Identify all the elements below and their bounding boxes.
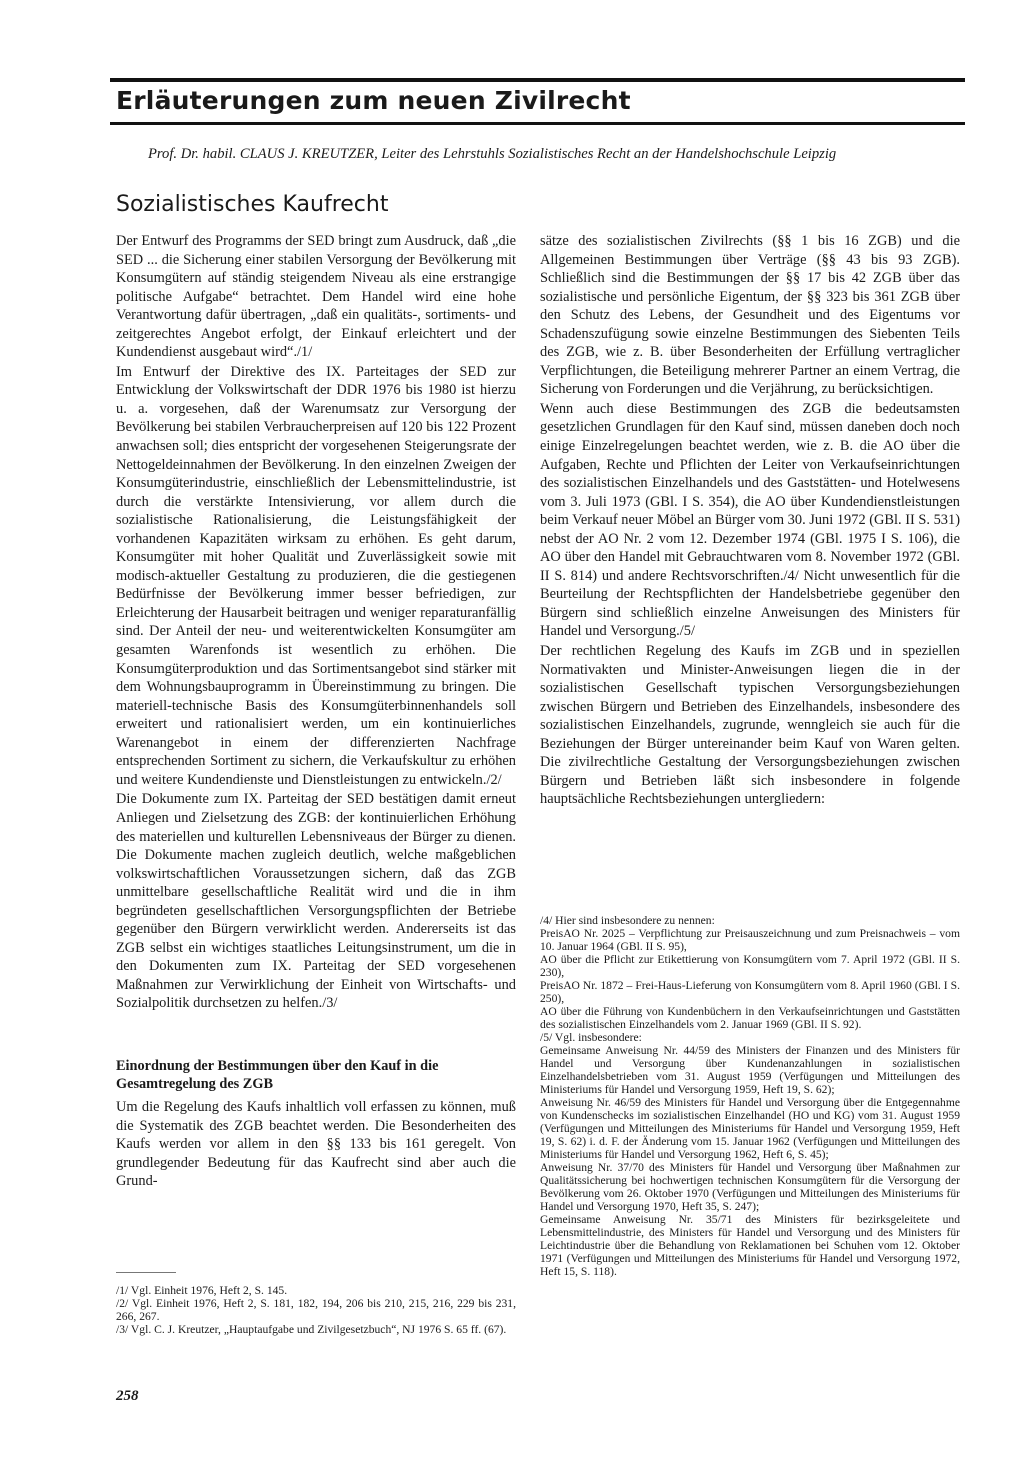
footnotes-left (116, 1284, 516, 1336)
header-rule-top (110, 78, 965, 82)
footnote: /1/ Vgl. Einheit 1976, Heft 2, S. 145. (116, 1284, 288, 1297)
article-title: Sozialistisches Kaufrecht (116, 192, 389, 217)
right-column (540, 232, 960, 810)
header-rule-bottom (110, 122, 965, 125)
paragraph: Um die Regelung des Kaufs inhaltlich voll erfassen zu können, muß die Systematik des ZGB beachtet werden. Die Besonderheiten des Kaufs werden vor allem in den §§ 133 bis 161 geregelt. Von grundlegender Bedeutung für das Kaufrecht sind aber auch die Grund- (116, 1098, 516, 1190)
author-line: Prof. Dr. habil. CLAUS J. KREUTZER, Leiter des Lehrstuhls Sozialistisches Recht an der Handelshochschule Leipzig (148, 146, 837, 162)
footnotes-right (540, 914, 960, 1278)
subheading: Einordnung der Bestimmungen über den Kauf in die Gesamtregelung des ZGB (116, 1057, 439, 1093)
left-column (116, 232, 516, 1192)
footnote: PreisAO Nr. 2025 – Verpflichtung zur Preisauszeichnung und zum Preisnachweis – vom 10. Januar 1964 (GBl. II S. 95), (540, 927, 960, 953)
paragraph: Wenn auch diese Bestimmungen des ZGB die bedeutsamsten gesetzlichen Grundlagen für den Kauf sind, müssen daneben doch noch einige Einzelregelungen beachtet werden, wie z. B. die AO über die Aufgaben, Rechte und Pflichten der Leiter von Verkaufseinrichtungen des sozialistischen Einzelhandels und des Gaststätten- und Hotelwesens vom 3. Juli 1973 (GBl. I S. 354), die AO über Kundendienstleistungen beim Verkauf neuer Möbel an Bürger vom 30. Juni 1972 (GBl. II S. 531) nebst der AO Nr. 2 vom 12. Dezember 1974 (GBl. 1975 I S. 106), die AO über den Handel mit Gebrauchtwaren vom 8. November 1972 (GBl. II S. 814) und andere Rechtsvorschriften./4/ Nicht unwesentlich für die Beurteilung der Rechtspflichten der Handelsbetriebe gegenüber den Bürgern sind schließlich einzelne Anweisungen des Ministers für Handel und Versorgung./5/ (540, 400, 960, 640)
footnote-separator (116, 1272, 176, 1273)
footnote: PreisAO Nr. 1872 – Frei-Haus-Lieferung von Konsumgütern vom 8. April 1960 (GBl. I S. 250), (540, 979, 960, 1005)
paragraph: sätze des sozialistischen Zivilrechts (§§ 1 bis 16 ZGB) und die Allgemeinen Bestimmungen über Verträge (§§ 43 bis 93 ZGB). Schließlich sind die Bestimmungen der §§ 17 bis 42 ZGB über das sozialistische und persönliche Eigentum, der §§ 323 bis 361 ZGB über den Schutz des Lebens, der Gesundheit und des Eigentums vor Schadenszufügung sowie einzelne Bestimmungen des Siebenten Teils des ZGB, wie z. B. über Besonderheiten der Erfüllung vertraglicher Verpflichtungen, die Beteiligung mehrerer Partner an einem Vertrag, die Sicherung von Forderungen und die Verjährung, zu berücksichtigen. (540, 233, 960, 398)
section-title: Erläuterungen zum neuen Zivilrecht (116, 86, 631, 115)
footnote: AO über die Führung von Kundenbüchern in den Verkaufseinrichtungen und Gaststätten des sozialistischen Einzelhandels vom 2. Januar 1969 (GBl. II S. 92). (540, 1005, 960, 1031)
footnote: Anweisung Nr. 46/59 des Ministers für Handel und Versorgung über die Entgegennahme von Kundenschecks im sozialistischen Einzelhandel (HO und KG) vom 31. August 1959 (Verfügungen und Mitteilungen des Ministeriums für Handel und Versorgung 1959, Heft 19, S. 62) i. d. F. der Änderung vom 15. Januar 1962 (Verfügungen und Mitteilungen des Ministeriums für Handel und Versorgung 1962, Heft 6, S. 45); (540, 1096, 960, 1161)
footnote: AO über die Pflicht zur Etikettierung von Konsumgütern vom 7. April 1972 (GBl. II S. 230), (540, 953, 960, 979)
footnote: /3/ Vgl. C. J. Kreutzer, „Hauptaufgabe und Zivilgesetzbuch“, NJ 1976 S. 65 ff. (67). (116, 1323, 507, 1336)
footnote: /4/ Hier sind insbesondere zu nennen: (540, 914, 715, 927)
footnote: /5/ Vgl. insbesondere: (540, 1031, 642, 1044)
paragraph: Im Entwurf der Direktive des IX. Parteitages der SED zur Entwicklung der Volkswirtschaft der DDR 1976 bis 1980 ist hierzu u. a. vorgesehen, daß der Warenumsatz zur Versorgung der Bevölkerung bei stabilen Verbraucherpreisen auf 120 bis 122 Prozent anwachsen soll; dies entspricht der vorgesehenen Steigerungsrate der Nettogeldeinnahmen der Bevölkerung. In den einzelnen Zweigen der Konsumgüterindustrie, einschließlich der Lebensmittelindustrie, ist durch die verstärkte Intensivierung, vor allem durch die sozialistische Rationalisierung, die Leistungsfähigkeit der vorhandenen Kapazitäten wirksam zu erhöhen. Es geht darum, Konsumgüter mit hoher Qualität und Zuverlässigkeit sowie mit modisch-aktueller Gestaltung zu produzieren, die die gestiegenen Bedürfnisse der Bevölkerung immer besser befriedigen, zur Erleichterung der Hausarbeit beitragen und weniger reparaturanfällig sind. Der Anteil der neu- und weiterentwickelten Konsumgüter am gesamten Warenfonds ist wesentlich zu erhöhen. Die Konsumgüterproduktion und das Sortimentsangebot sind stärker mit dem Wohnungsbauprogramm in Übereinstimmung zu bringen. Die materiell-technische Basis des Konsumgüterbinnenhandels soll erweitert und rationalisiert werden, um ein kontinuierliches Warenangebot in einem der differenzierten Nachfrage entsprechenden Sortiment zu sichern, die Verkaufskultur zu erhöhen und weitere Kundendienste und Dienstleistungen zu entwickeln./2/ (116, 363, 516, 788)
footnote: Gemeinsame Anweisung Nr. 44/59 des Ministers der Finanzen und des Ministers für Handel und Versorgung über Kundenanzahlungen in sozialistischen Einzelhandelsbetrieben vom 31. August 1959 (Verfügungen und Mitteilungen des Ministeriums für Handel und Versorgung 1959, Heft 19, S. 62); (540, 1044, 960, 1096)
paragraph: Der rechtlichen Regelung des Kaufs im ZGB und in speziellen Normativakten und Minister-Anweisungen liegen die in der sozialistischen Gesellschaft typischen Versorgungsbeziehungen zwischen Bürgern und Betrieben des Einzelhandels, insbesondere des sozialistischen Einzelhandels, zugrunde, wenngleich sie auch für die Beziehungen der Bürger untereinander beim Kauf von Waren gelten. Die zivilrechtliche Gestaltung der Versorgungsbeziehungen zwischen Bürgern und Betrieben läßt sich insbesondere in folgende hauptsächliche Rechtsbeziehungen untergliedern: (540, 643, 960, 808)
paragraph: Der Entwurf des Programms der SED bringt zum Ausdruck, daß „die SED ... die Sicherung einer stabilen Versorgung der Bevölkerung mit Konsumgütern auf ständig steigendem Niveau als eine erstrangige politische Aufgabe“ betrachtet. Dem Handel wird eine hohe Verantwortung dafür übertragen, „daß ein qualitäts-, sortiments- und zeitgerechtes Angebot erfolgt, der Einkauf erleichtert und der Kundendienst ausgebaut wird“./1/ (116, 233, 516, 361)
footnote: Gemeinsame Anweisung Nr. 35/71 des Ministers für bezirksgeleitete und Lebensmittelindustrie, des Ministers für Handel und Versorgung und des Ministers für Leichtindustrie über die Behandlung von Reklamationen bei Schuhen vom 12. Oktober 1971 (Verfügungen und Mitteilungen des Ministeriums für Handel und Versorgung 1972, Heft 15, S. 118). (540, 1213, 960, 1278)
paragraph: Die Dokumente zum IX. Parteitag der SED bestätigen damit erneut Anliegen und Zielsetzung des ZGB: der kontinuierlichen Erhöhung des materiellen und kulturellen Lebensniveaus der Bürger zu dienen. Die Dokumente machen zugleich deutlich, welche maßgeblichen volkswirtschaftlichen Voraussetzungen sichern, daß das ZGB unmittelbare gesellschaftliche Realität wird und die in ihm begründeten gesellschaftlichen Versorgungspflichten der Betriebe gegenüber den Bürgern verwirklicht werden. Andererseits ist das ZGB selbst ein wichtiges staatliches Leitungsinstrument, um die in den Dokumenten zum IX. Parteitag der SED vorgesehenen Maßnahmen zur Verwirklichung der Einheit von Wirtschafts- und Sozialpolitik durchsetzen zu helfen./3/ (116, 791, 516, 1012)
footnote: Anweisung Nr. 37/70 des Ministers für Handel und Versorgung über Maßnahmen zur Qualitätssicherung bei hochwertigen technischen Konsumgütern für die Versorgung der Bevölkerung vom 26. Oktober 1970 (Verfügungen und Mitteilungen des Ministeriums für Handel und Versorgung 1970, Heft 35, S. 247); (540, 1161, 960, 1213)
page-number: 258 (116, 1388, 139, 1404)
footnote: /2/ Vgl. Einheit 1976, Heft 2, S. 181, 182, 194, 206 bis 210, 215, 216, 229 bis 231, 266, 267. (116, 1297, 516, 1323)
